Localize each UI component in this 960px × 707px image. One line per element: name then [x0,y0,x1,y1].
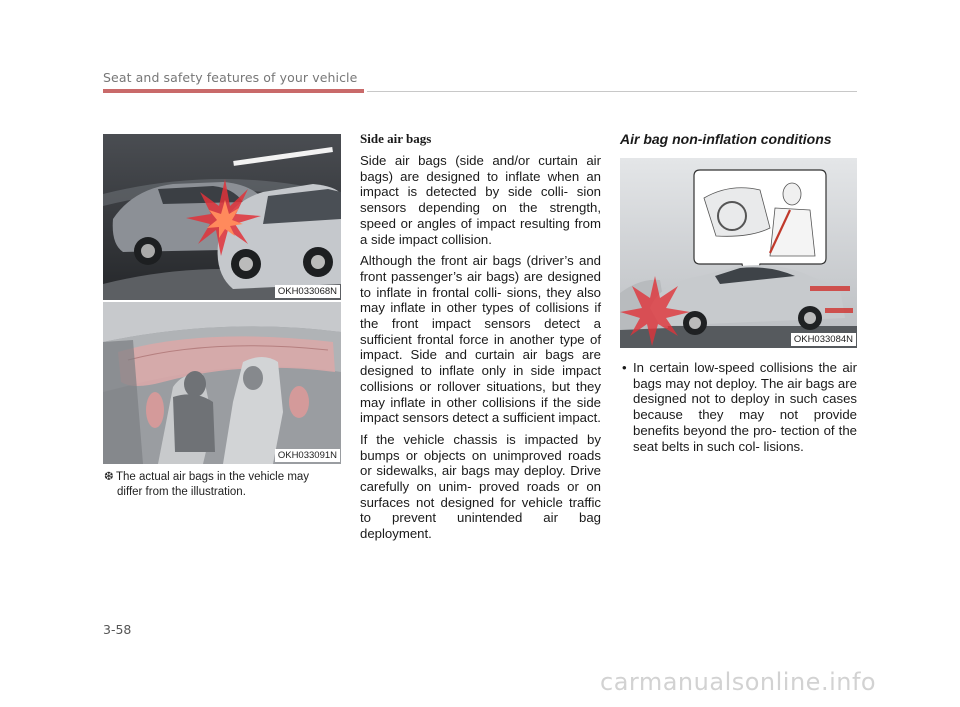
figure-code-label: OKH033068N [275,285,340,298]
paragraph: Although the front air bags (driver’s and front passenger’s air bags) are designed to inflate in frontal colli- sions, they also may inflate in other types of collisions if the front impact sensors detect a sufficient frontal force in another type of impact. Side and curtain air bags are designed to inflate only in side impact collisions or rollover situations, but they may inflate in other collisions if the side impact sensors detect a sufficient impact. [360,253,601,426]
note-line-1: The actual air bags in the vehicle may [116,471,310,483]
bullet-list [620,360,857,454]
section-heading: Side air bags [360,131,432,146]
paragraph: Side air bags (side and/or curtain air bags) are designed to inflate when an impact is detected by side colli- sion sensors depending on the strength, speed or angles of impact resulting from a side impact collision. [360,153,601,247]
page-number: 3-58 [103,622,132,637]
non-inflation-section [620,131,857,454]
figure-code-label: OKH033084N [791,333,856,346]
paragraph: If the vehicle chassis is impacted by bumps or objects on unimproved roads or sidewalks, air bags may deploy. Drive carefully on unim- proved roads or on surfaces not designed for vehicle traffic to prevent unintended air bag deployment. [360,431,601,542]
section-header: Seat and safety features of your vehicle [103,70,358,85]
side-collision-drawing [103,134,341,300]
low-speed-collision-drawing [620,158,857,348]
header-accent-rule [103,89,364,93]
note-line-2: differ from the illustration. [117,486,246,498]
illustration-note [104,470,344,500]
list-item: • In certain low-speed collisions the air bags may not deploy. The air bags are designed not to deploy in such cases because they may not provide benefits beyond the pro- tection of the seat belts in such col- lisions. [620,360,857,454]
side-collision-illustration [103,134,341,300]
header-divider-rule [367,91,857,92]
figure-code-label: OKH033091N [275,449,340,462]
low-speed-collision-illustration [620,158,857,348]
curtain-airbag-illustration [103,302,341,464]
note-mark-icon: ❆ [104,471,114,483]
side-air-bags-section [360,131,601,548]
watermark: carmanualsonline.info [600,668,877,696]
section-heading: Air bag non-inflation conditions [620,131,832,147]
curtain-airbag-drawing [103,302,341,464]
